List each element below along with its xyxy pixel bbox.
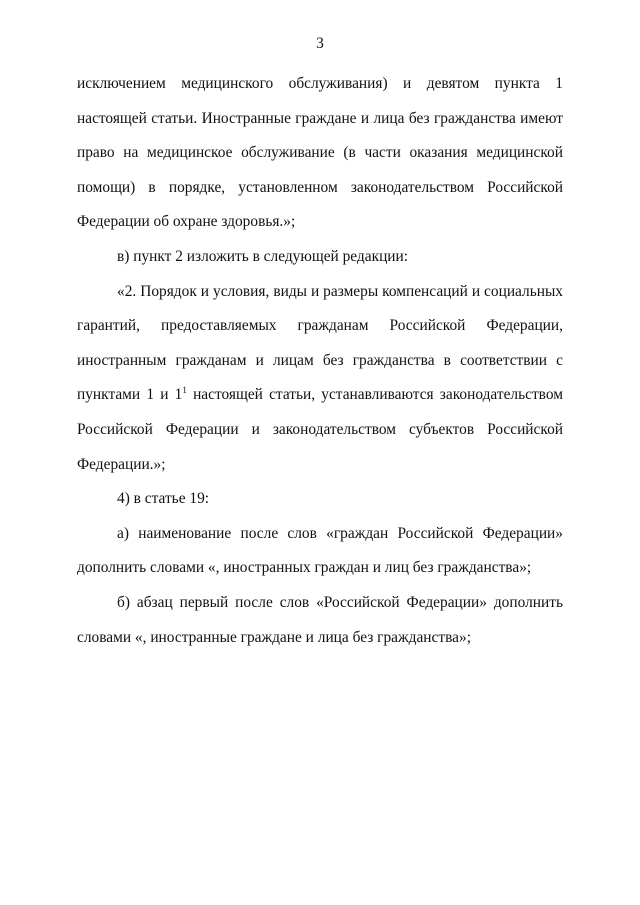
paragraph-item-v: в) пункт 2 изложить в следующей редакции: <box>117 247 409 265</box>
paragraph-quoted-point-2 <box>77 275 563 483</box>
paragraph-item-a: а) наименование после слов «граждан Российской Федерации» дополнить словами «, иностранных граждан и лиц без гражданства»; <box>77 524 563 577</box>
superscript-marker: 1 <box>182 385 187 396</box>
document-body <box>77 67 563 655</box>
paragraph-text-after: настоящей статьи, устанавливаются законодательством Российской Федерации и законодательством субъектов Российской Федерации.»; <box>77 386 563 473</box>
paragraph-continuation: исключением медицинского обслуживания) и девятом пункта 1 настоящей статьи. Иностранные граждане и лица без гражданства имеют право на медицинское обслуживание (в части оказания медицинской помощи) в порядке, установленном законодательством Российской Федерации об охране здоровья.»; <box>77 75 563 231</box>
paragraph-item-b: б) абзац первый после слов «Российской Федерации» дополнить словами «, иностранные граждане и лица без гражданства»; <box>77 593 563 646</box>
page-number: 3 <box>316 35 324 52</box>
paragraph-text-before: «2. Порядок и условия, виды и размеры компенсаций и социальных гарантий, предоставляемых гражданам Российской Федерации, иностранным гражданам и лицам без гражданства в соответствии с пунктами 1 и 1 <box>77 282 563 404</box>
paragraph-item-4: 4) в статье 19: <box>117 490 210 508</box>
